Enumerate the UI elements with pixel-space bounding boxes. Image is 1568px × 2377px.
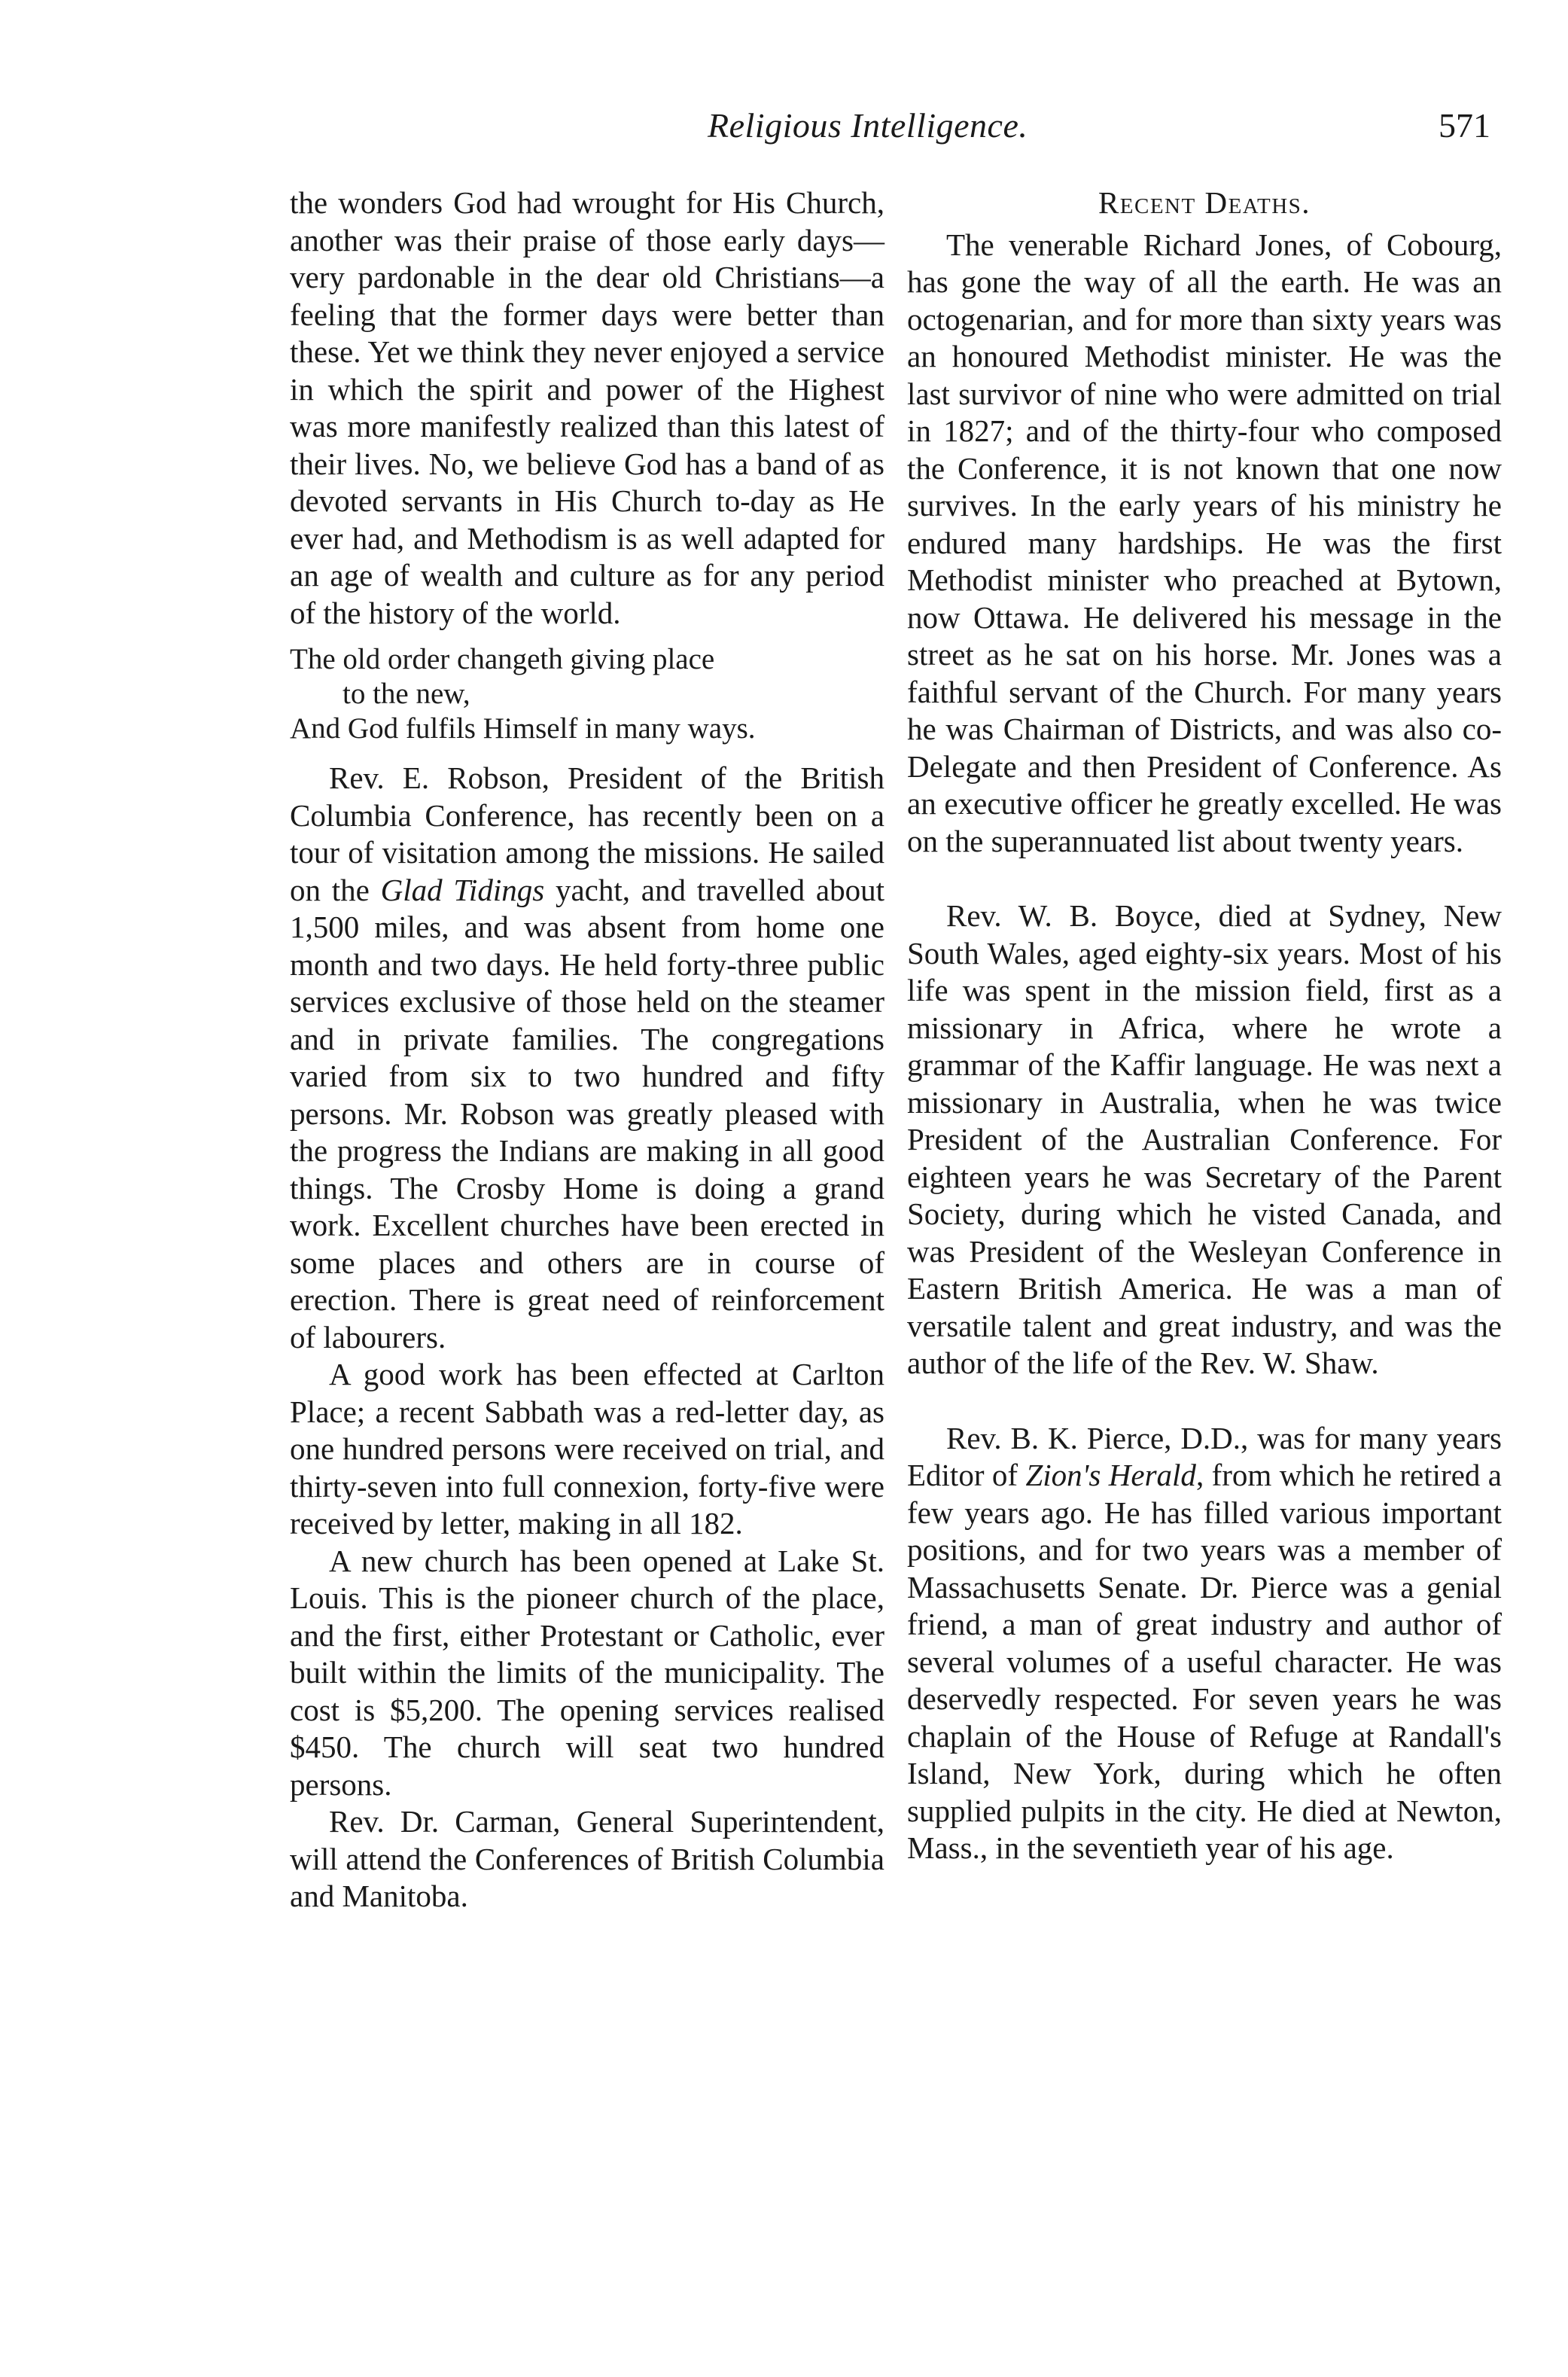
- pierce-text-start: Rev. B. K. Pierce, D.D., was for many years Editor of: [907, 1420, 1502, 1492]
- poem-line-2: to the new,: [343, 678, 470, 710]
- running-header: [286, 105, 1490, 166]
- robson-text-end: yacht, and travelled about 1,500 miles, and was absent from home one month and two days. He held forty-three public services exclusive of those held on the steamer and in private families. The congregations varied from six to two hundred and fifty persons. Mr. Robson was greatly pleased with the progress the Indians are making in all good things. The Crosby Home is doing a grand work. Excellent churches have been erected in some places and others are in course of erection. There is great need of reinforcement of labourers.: [290, 872, 884, 1355]
- paragraph-carlton-place: A good work has been effected at Carlton Place; a recent Sabbath was a red-letter day, as one hundred persons were received on trial, and thirty-seven into full connexion, forty-five were received by letter, making in all 182.: [290, 1357, 884, 1540]
- running-title: Religious Intelligence.: [708, 106, 1028, 145]
- paragraph-boyce: Rev. W. B. Boyce, died at Sydney, New South Wales, aged eighty-six years. Most of his life was spent in the mission field, first as a missionary in Africa, where he wrote a grammar of the Kaffir language. He was next a missionary in Australia, when he was twice President of the Australian Conference. For eighteen years he was Secretary of the Parent Society, during which he visted Canada, and was President of the Wesleyan Conference in Eastern British America. He was a man of versatile talent and great industry, and was the author of the life of the Rev. W. Shaw.: [907, 898, 1502, 1380]
- paragraph-richard-jones: The venerable Richard Jones, of Cobourg, has gone the way of all the earth. He was an octogenarian, and for more than sixty years was an honoured Methodist minister. He was the last survivor of nine who were admitted on trial in 1827; and of the thirty-four who composed the Conference, it is not known that one now survives. In the early years of his ministry he endured many hardships. He was the first Methodist minister who preached at Bytown, now Ottawa. He delivered his message in the street as he sat on his horse. Mr. Jones was a faithful servant of the Church. For many years he was Chairman of Districts, and was also co-Delegate and then President of Conference. As an executive officer he greatly excelled. He was on the superannuated list about twenty years.: [907, 227, 1502, 858]
- paragraph-robson-tour: [290, 760, 884, 1356]
- robson-text-start: Rev. E. Robson, President of the British Columbia Conference, has recently been on a tour of visitation among the missions. He sailed on the: [290, 760, 884, 907]
- yacht-name: Glad Tidings: [380, 872, 545, 907]
- paragraph-pierce: [907, 1420, 1502, 1867]
- section-title-recent-deaths: Recent Deaths.: [1098, 185, 1311, 220]
- right-column: [907, 184, 1502, 1867]
- left-column: [290, 184, 884, 1915]
- paragraph-carman: Rev. Dr. Carman, General Superintendent, will attend the Conferences of British Columbia and Manitoba.: [290, 1804, 884, 1913]
- pierce-text-end: , from which he retired a few years ago. He has filled various important positions, and for two years was a member of Massachusetts Senate. Dr. Pierce was a genial friend, a man of great industry and author of several volumes of a useful character. He was deservedly respected. For seven years he was chaplain of the House of Refuge at Randall's Island, New York, during which he often supplied pulpits in the city. He died at Newton, Mass., in the seventieth year of his age.: [907, 1458, 1502, 1865]
- periodical-name: Zion's Herald: [1025, 1458, 1196, 1492]
- poem-line-1: The old order changeth giving place: [290, 643, 715, 675]
- poem-line-3: And God fulfils Himself in many ways.: [290, 712, 756, 745]
- paragraph-lake-st-louis: A new church has been opened at Lake St. Louis. This is the pioneer church of the place, and the first, either Protestant or Catholic, ever built within the limits of the municipality. The cost is $5,200. The opening services realised $450. The church will seat two hundred persons.: [290, 1543, 884, 1802]
- paragraph-methodism-praise: the wonders God had wrought for His Church, another was their praise of those early days—very pardonable in the dear old Christians—a feeling that the former days were better than these. Yet we think they never enjoyed a service in which the spirit and power of the Highest was more manifestly realized than this latest of their lives. No, we believe God has a band of as devoted servants in His Church to-day as He ever had, and Methodism is as well adapted for an age of wealth and culture as for any period of the history of the world.: [290, 185, 884, 630]
- poem-quotation: [290, 642, 884, 746]
- page-number: 571: [1439, 106, 1490, 145]
